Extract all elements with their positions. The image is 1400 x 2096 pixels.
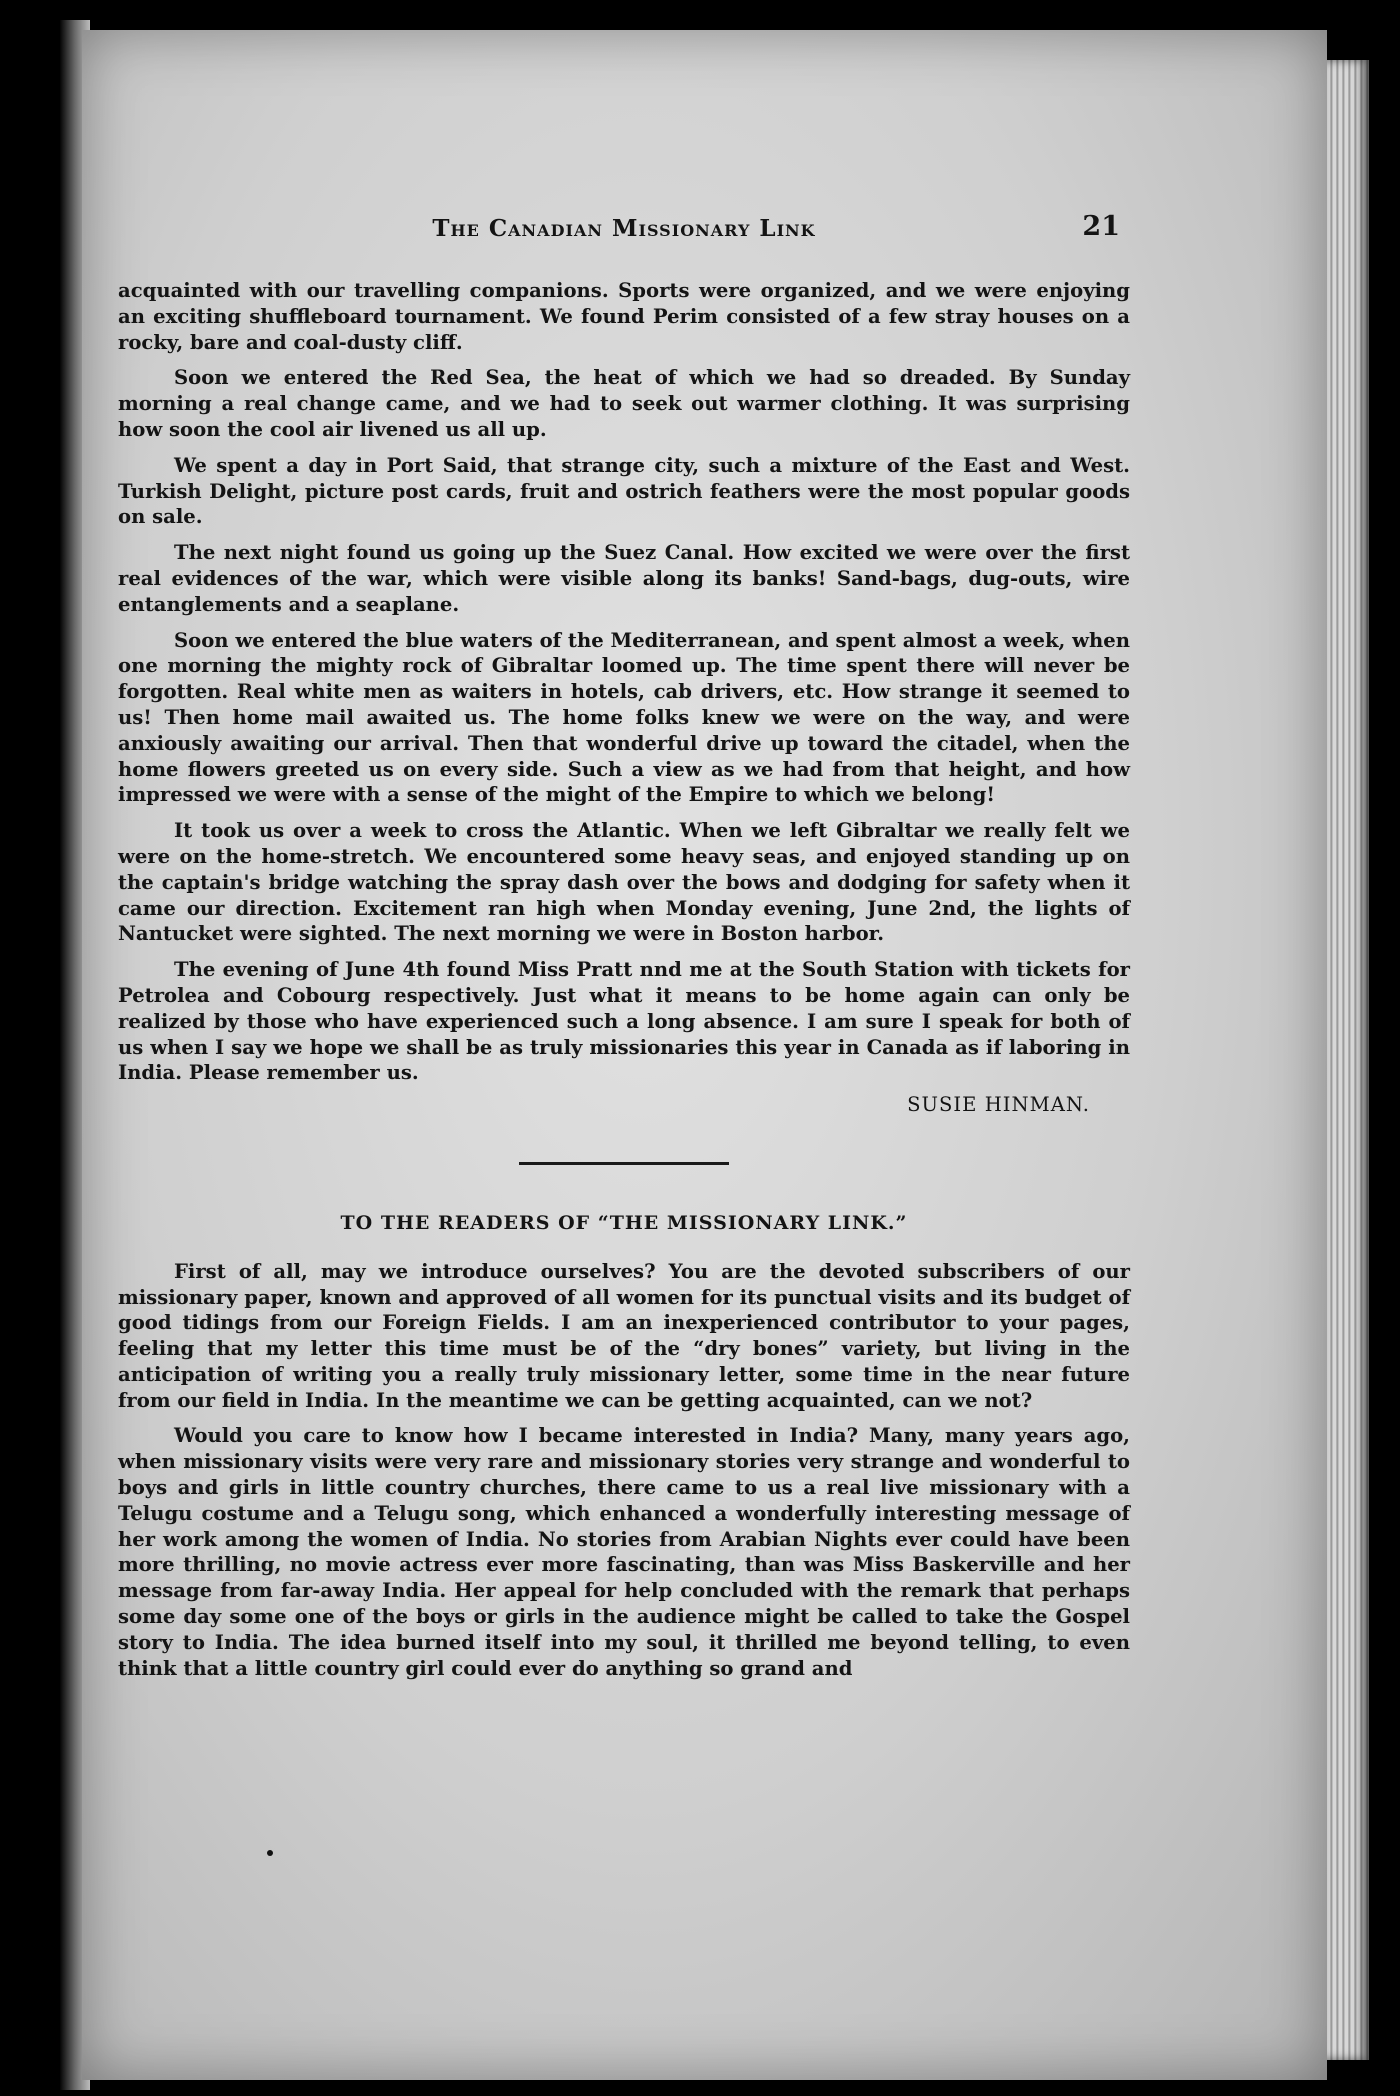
article-heading: TO THE READERS OF “THE MISSIONARY LINK.” [340,1211,908,1234]
page-number: 21 [1082,211,1120,242]
letter-paragraph: Soon we entered the blue waters of the Mediterranean, and spent almost a week, when one morning the mighty rock of Gibraltar loomed up. The time spent there will never be forgotten. Real white men as waiters in hotels, cab drivers, etc. How strange it seemed to us! Then home mail awaited us. The home folks knew we were on the way, and were anxiously awaiting our arrival. Then that wonderful drive up toward the citadel, when the home flowers greeted us on every side. Such a view as we had from that height, and how impressed we were with a sense of the might of the Empire to which we belong! [118,628,1130,807]
running-title: The Canadian Missionary Link [432,215,816,242]
article-paragraph: Would you care to know how I became interested in India? Many, many years ago, when missionary visits were very rare and missionary stories very strange and wonderful to boys and girls in little country churches, there came to us a real live missionary with a Telugu costume and a Telugu song, which enhanced a wonderfully interesting message of her work among the women of India. No stories from Arabian Nights ever could have been more thrilling, no movie actress ever more fascinating, than was Miss Baskerville and her message from far-away India. Her appeal for help concluded with the remark that perhaps some day some one of the boys or girls in the audience might be called to take the Gospel story to India. The idea burned itself into my soul, it thrilled me beyond telling, to even think that a little country girl could ever do anything so grand and [118,1424,1130,1680]
page-text-column [118,211,1130,1691]
article-paragraph: First of all, may we introduce ourselves? You are the devoted subscribers of our missionary paper, known and approved of all women for its punctual visits and its budget of good tidings from our Foreign Fields. I am an inexperienced contributor to your pages, feeling that my letter this time must be of the “dry bones” variety, but living in the anticipation of writing you a really truly missionary letter, some time in the near future from our field in India. In the meantime we can be getting acquainted, can we not? [118,1259,1130,1412]
letter-paragraph: The next night found us going up the Suez Canal. How excited we were over the first real evidences of the war, which were visible along its banks! Sand-bags, dug-outs, wire entanglements and a seaplane. [118,541,1130,616]
article-section [118,1211,1130,1682]
letter-signature: SUSIE HINMAN. [907,1093,1090,1117]
letter-paragraph: It took us over a week to cross the Atlantic. When we left Gibraltar we really felt we were on the home-stretch. We encountered some heavy seas, and enjoyed standing up on the captain's bridge watching the spray dash over the bows and dodging for safety when it came our direction. Excitement ran high when Monday evening, June 2nd, the lights of Nantucket were sighted. The next morning we were in Boston harbor. [118,819,1130,946]
letter-section [118,278,1130,1118]
ink-speck [267,1850,273,1856]
book-page-edges [1327,60,1369,2060]
letter-paragraph: Soon we entered the Red Sea, the heat of which we had so dreaded. By Sunday morning a real change came, and we had to seek out warmer clothing. It was surprising how soon the cool air livened us all up. [118,366,1130,441]
letter-paragraph: acquainted with our travelling companions. Sports were organized, and we were enjoying an exciting shuffleboard tournament. We found Perim consisted of a few stray houses on a rocky, bare and coal-dusty cliff. [118,279,1130,354]
section-divider [519,1162,729,1165]
running-header [118,211,1130,252]
letter-paragraph: The evening of June 4th found Miss Pratt nnd me at the South Station with tickets for Petrolea and Cobourg respectively. Just what it means to be home again can only be realized by those who have experienced such a long absence. I am sure I speak for both of us when I say we hope we shall be as truly missionaries this year in Canada as if laboring in India. Please remember us. [118,958,1130,1085]
letter-paragraph: We spent a day in Port Said, that strange city, such a mixture of the East and West. Turkish Delight, picture post cards, fruit and ostrich feathers were the most popular goods on sale. [118,453,1130,529]
